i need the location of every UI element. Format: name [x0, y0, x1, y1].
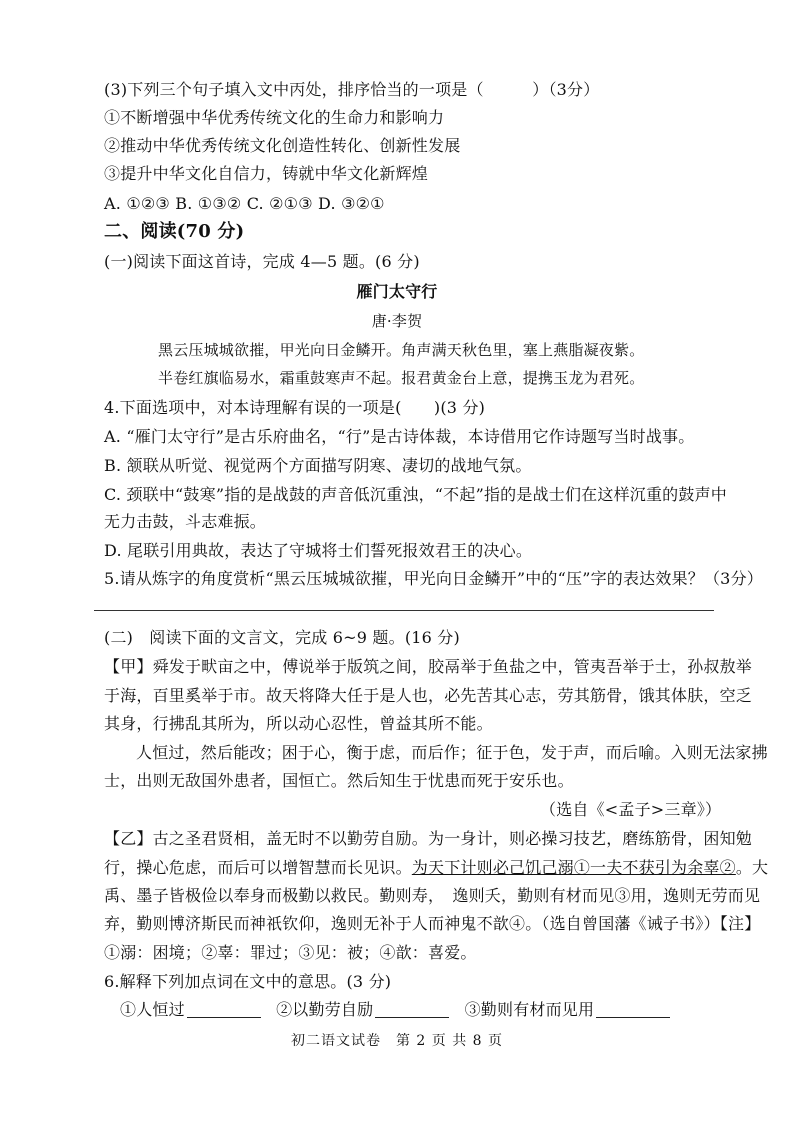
q4-option-d: D. 尾联引用典故，表达了守城将士们誓死报效君王的决心。 [104, 541, 533, 560]
yi-text-line4: 弃，勤则博济斯民而神祇钦仰，逸则无补于人而神鬼不歆④。（选自曾国藩《诫子书》）【注】 [104, 914, 761, 933]
answer-blank-3[interactable] [596, 1001, 670, 1018]
q6-stem: 6.解释下列加点词在文中的意思。(3 分) [104, 972, 392, 991]
q6-item-2: ②以勤劳自励 [276, 1000, 374, 1019]
jia-text-line1: 【甲】舜发于畎亩之中，傅说举于版筑之间，胶鬲举于鱼盐之中，管夷吾举于士，孙叔敖举 [104, 657, 753, 676]
yi-text-line2-start: 行，操心危虑，而后可以增智慧而长见识。 [104, 858, 412, 877]
q3-choices: A. ①②③ B. ①③② C. ②①③ D. ③②① [104, 194, 385, 213]
page-footer: 初二语文试卷 第 2 页 共 8 页 [290, 1033, 504, 1049]
jia-text-line3: 其身，行拂乱其所为，所以动心忍性，曾益其所不能。 [104, 714, 493, 733]
yi-text-line2 [104, 858, 768, 878]
answer-line-q5[interactable] [94, 610, 714, 611]
yi-text-line3: 禹、墨子皆极俭以奉身而极勤以救民。勤则寿， 逸则夭，勤则有材而见③用，逸则无劳而见 [104, 886, 761, 905]
q6-items [120, 1000, 680, 1020]
yi-text-line2-end: 。大 [735, 858, 769, 877]
q3-option-1: ①不断增强中华优秀传统文化的生命力和影响力 [104, 108, 445, 127]
q6-item-3: ③勤则有材而见用 [464, 1000, 595, 1019]
poem-line-2: 半卷红旗临易水，霜重鼓寒声不起。报君黄金台上意，提携玉龙为君死。 [158, 369, 645, 387]
poem-title: 雁门太守行 [356, 282, 438, 301]
poem-author: 唐·李贺 [371, 312, 423, 330]
q3-option-2: ②推动中华优秀传统文化创造性转化、创新性发展 [104, 136, 461, 155]
yi-notes: ①溺：困境；②辜：罪过；③见：被；④歆：喜爱。 [104, 943, 477, 962]
section-title-reading: 二、阅读(70 分) [104, 221, 245, 242]
yi-text-line1: 【乙】古之圣君贤相，盖无时不以勤劳自励。为一身计，则必操习技艺，磨练筋骨，困知勉 [104, 829, 753, 848]
answer-blank-2[interactable] [375, 1001, 449, 1018]
q3-stem: (3)下列三个句子填入文中丙处，排序恰当的一项是（ ）（3分） [104, 80, 600, 99]
q3-option-3: ③提升中华文化自信力，铸就中华文化新辉煌 [104, 164, 429, 183]
poem-line-1: 黑云压城城欲摧，甲光向日金鳞开。角声满天秋色里，塞上燕脂凝夜紫。 [158, 341, 645, 359]
answer-blank-1[interactable] [187, 1001, 261, 1018]
q4-option-c-line2: 无力击鼓，斗志难振。 [104, 512, 267, 531]
yi-underlined-sentence: 为天下计则必己饥己溺①一夫不获引为余辜② [411, 858, 736, 877]
q4-option-b: B. 颔联从听觉、视觉两个方面描写阴寒、凄切的战地气氛。 [104, 456, 532, 475]
q6-item-1: ①人恒过 [120, 1000, 185, 1019]
jia-text-line2: 于海，百里奚举于市。故天将降大任于是人也，必先苦其心志，劳其筋骨，饿其体肤，空乏 [104, 686, 753, 705]
q4-option-c-line1: C. 颈联中“鼓寒”指的是战鼓的声音低沉重浊，“不起”指的是战士们在这样沉重的鼓声中 [104, 485, 727, 504]
part1-intro: (一)阅读下面这首诗，完成 4—5 题。(6 分) [104, 252, 420, 271]
q5-stem: 5.请从炼字的角度赏析“黑云压城城欲摧，甲光向日金鳞开”中的“压”字的表达效果？（3分） [104, 569, 763, 588]
part2-intro: (二) 阅读下面的文言文，完成 6~9 题。(16 分) [104, 628, 460, 647]
jia-text-line4: 人恒过，然后能改；困于心，衡于虑，而后作；征于色，发于声，而后喻。入则无法家拂 [136, 743, 768, 762]
q4-option-a: A. “雁门太守行”是古乐府曲名，“行”是古诗体裁，本诗借用它作诗题写当时战事。 [104, 427, 695, 446]
jia-source: （选自《<孟子>三章》） [540, 800, 722, 819]
jia-text-line5: 士，出则无敌国外患者，国恒亡。然后知生于忧患而死于安乐也。 [104, 771, 574, 790]
q4-stem: 4.下面选项中，对本诗理解有误的一项是( )(3 分) [104, 398, 486, 417]
